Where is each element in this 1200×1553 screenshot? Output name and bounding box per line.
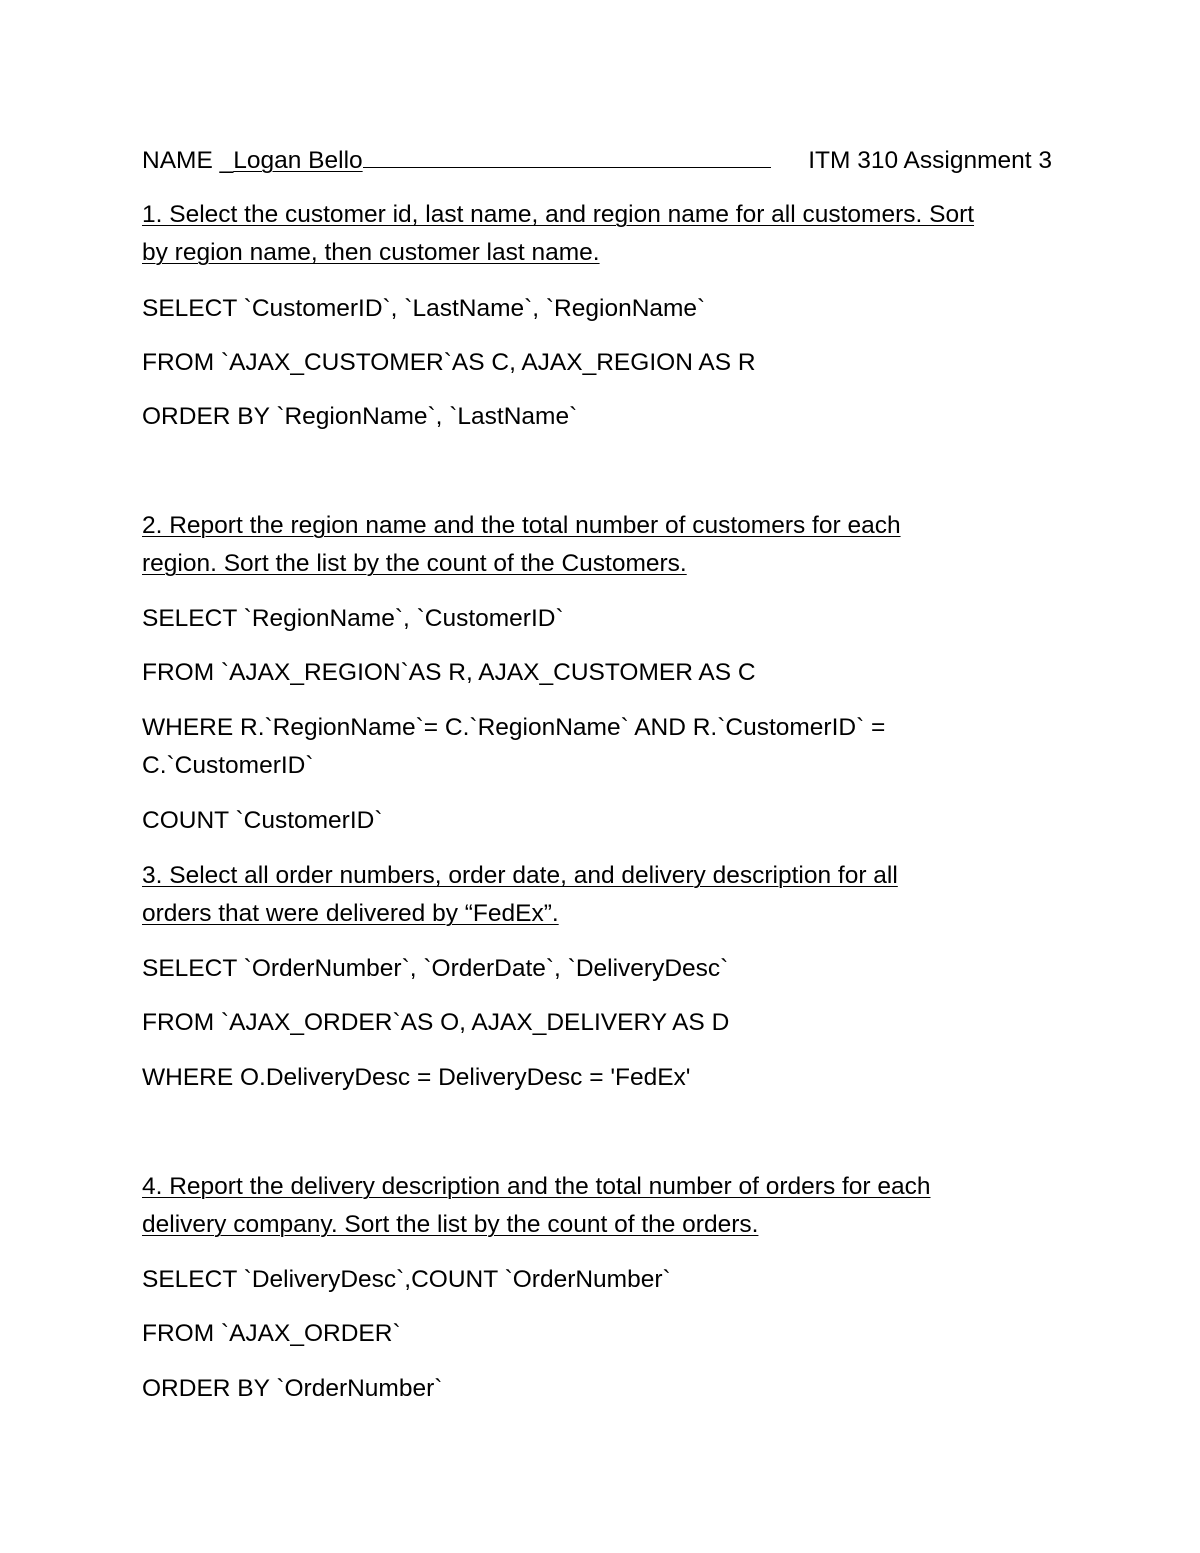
q3-sql-line-2: FROM `AJAX_ORDER`AS O, AJAX_DELIVERY AS D [142,1009,730,1036]
q2-prompt-line-1: 2. Report the region name and the total number of customers for each [142,512,901,539]
q2-sql-line-5: COUNT `CustomerID` [142,807,383,834]
q4-prompt-line-1: 4. Report the delivery description and the total number of orders for each [142,1173,931,1200]
q2-sql-line-3: WHERE R.`RegionName`= C.`RegionName` AND R.`CustomerID` = [142,714,886,741]
q3-prompt-line-1: 3. Select all order numbers, order date, and delivery description for all [142,862,898,889]
q2-sql-line-1: SELECT `RegionName`, `CustomerID` [142,605,564,632]
q4-sql-line-3: ORDER BY `OrderNumber` [142,1375,443,1402]
q2-sql-line-2: FROM `AJAX_REGION`AS R, AJAX_CUSTOMER AS C [142,659,756,686]
student-name: Logan Bello [233,147,363,174]
q3-sql-line-1: SELECT `OrderNumber`, `OrderDate`, `DeliveryDesc` [142,955,729,982]
q1-sql-line-1: SELECT `CustomerID`, `LastName`, `RegionName` [142,295,706,322]
q2-prompt-line-2: region. Sort the list by the count of the Customers. [142,550,687,577]
name-blank-line [363,166,771,168]
q1-sql-line-2: FROM `AJAX_CUSTOMER`AS C, AJAX_REGION AS R [142,349,756,376]
q4-prompt-line-2: delivery company. Sort the list by the count of the orders. [142,1211,759,1238]
q2-sql-line-4: C.`CustomerID` [142,752,314,779]
course-title: ITM 310 Assignment 3 [808,147,1052,174]
q3-prompt-line-2: orders that were delivered by “FedEx”. [142,900,559,927]
q1-prompt-line-2: by region name, then customer last name. [142,239,600,266]
q4-sql-line-1: SELECT `DeliveryDesc`,COUNT `OrderNumber` [142,1266,671,1293]
header-line [142,146,1052,178]
q3-sql-line-3: WHERE O.DeliveryDesc = DeliveryDesc = 'FedEx' [142,1064,691,1091]
q4-sql-line-2: FROM `AJAX_ORDER` [142,1320,401,1347]
q1-prompt-line-1: 1. Select the customer id, last name, and region name for all customers. Sort [142,201,975,228]
name-label: NAME _ [142,147,234,174]
q1-sql-line-3: ORDER BY `RegionName`, `LastName` [142,403,578,430]
